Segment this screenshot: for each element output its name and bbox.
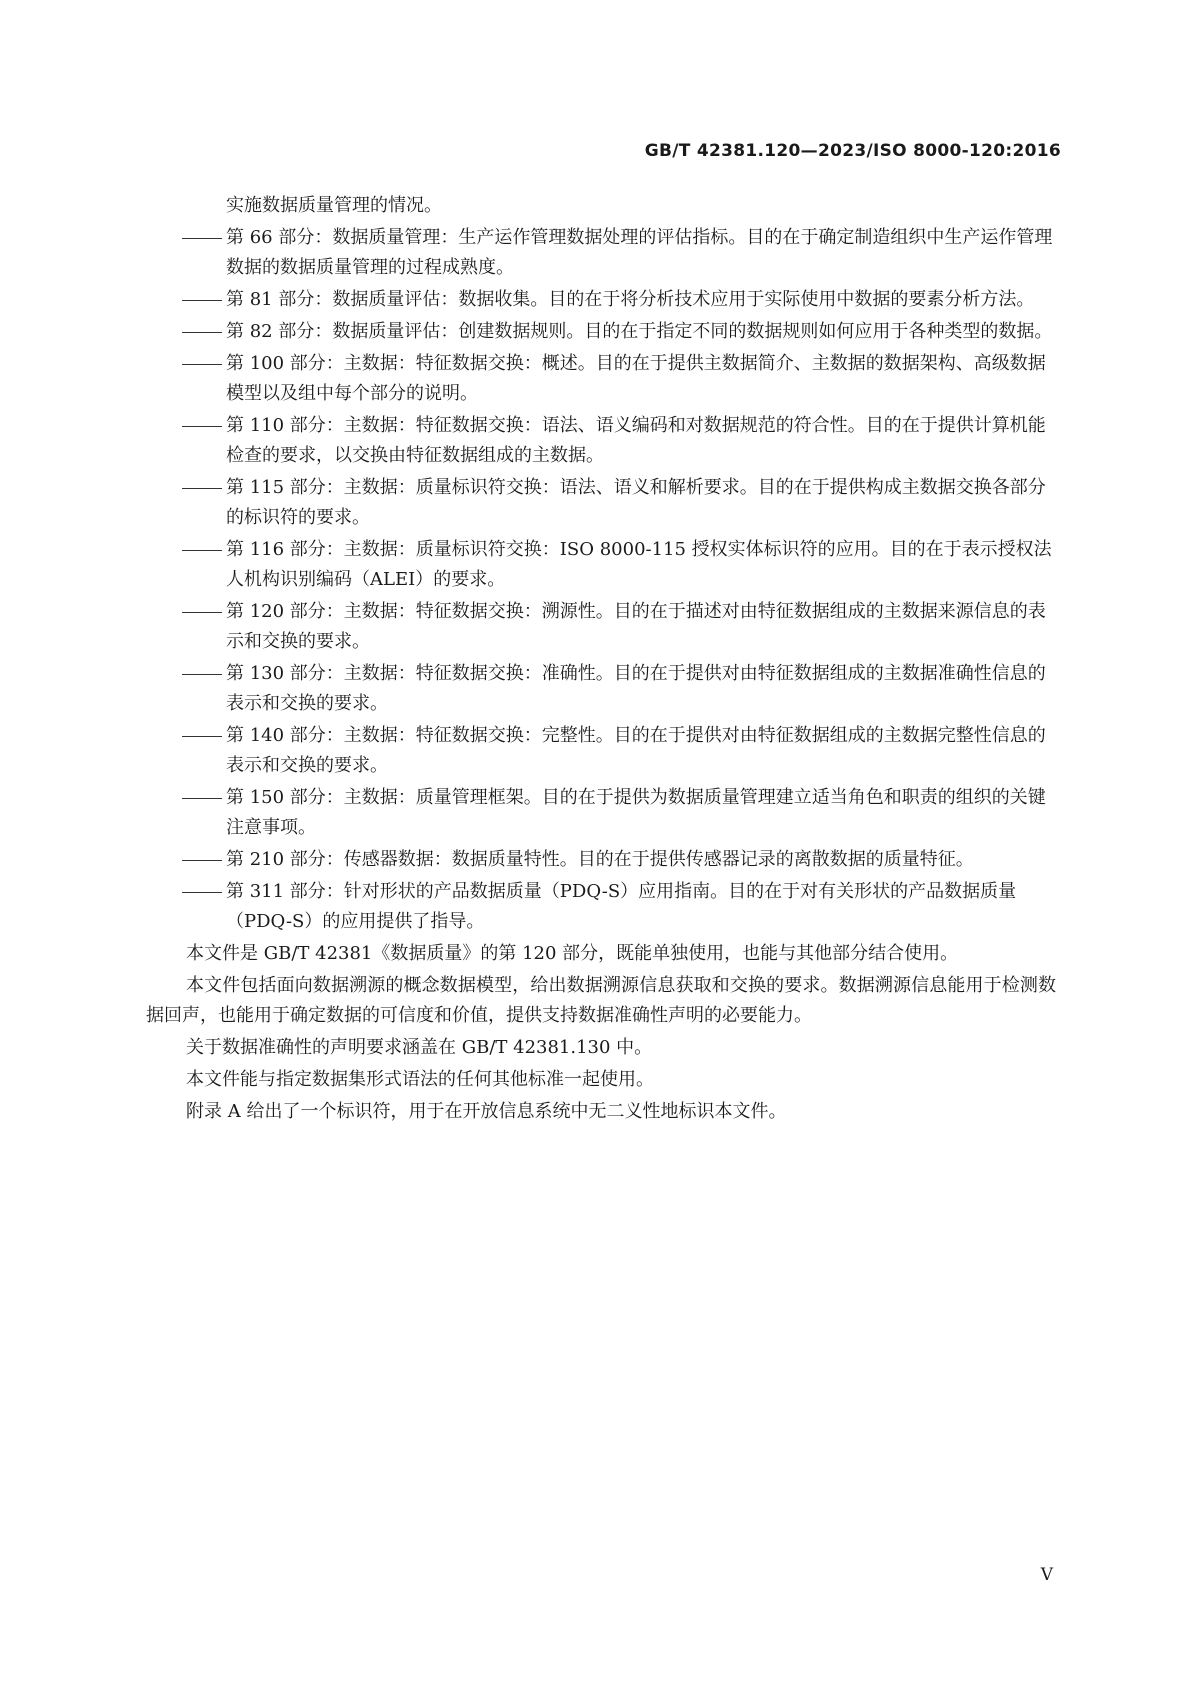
dash-marker (182, 798, 222, 799)
paragraph-annex-a: 附录 A 给出了一个标识符，用于在开放信息系统中无二义性地标识本文件。 (186, 1101, 787, 1122)
list-item-part-130 (146, 659, 1056, 719)
page-number: V (1040, 1565, 1053, 1585)
dash-marker (182, 612, 222, 613)
paragraph-scope: 本文件是 GB/T 42381《数据质量》的第 120 部分，既能单独使用，也能与其他部分结合使用。 (186, 943, 959, 964)
list-item-text: 第 81 部分：数据质量评估：数据收集。目的在于将分析技术应用于实际使用中数据的要素分析方法。 (226, 289, 1035, 310)
list-item-text: 第 130 部分：主数据：特征数据交换：准确性。目的在于提供对由特征数据组成的主数据准确性信息的表示和交换的要求。 (226, 663, 1046, 714)
dash-marker (182, 674, 222, 675)
dash-marker (182, 238, 222, 239)
list-item-text: 第 110 部分：主数据：特征数据交换：语法、语义编码和对数据规范的符合性。目的在于提供计算机能检查的要求，以交换由特征数据组成的主数据。 (226, 415, 1046, 466)
dash-marker (182, 300, 222, 301)
list-item-part-115 (146, 473, 1056, 533)
paragraph-content: 本文件包括面向数据溯源的概念数据模型，给出数据溯源信息获取和交换的要求。数据溯源信息能用于检测数据回声，也能用于确定数据的可信度和价值，提供支持数据准确性声明的必要能力。 (146, 975, 1056, 1026)
dash-marker (182, 736, 222, 737)
list-item-part-150 (146, 783, 1056, 843)
paragraph-accuracy-ref: 关于数据准确性的声明要求涵盖在 GB/T 42381.130 中。 (186, 1037, 653, 1058)
list-item-text: 第 100 部分：主数据：特征数据交换：概述。目的在于提供主数据简介、主数据的数据架构、高级数据模型以及组中每个部分的说明。 (226, 353, 1046, 404)
list-item-text: 第 140 部分：主数据：特征数据交换：完整性。目的在于提供对由特征数据组成的主数据完整性信息的表示和交换的要求。 (226, 725, 1046, 776)
dash-marker (182, 892, 222, 893)
list-item-part-120 (146, 597, 1056, 657)
list-item-text: 第 82 部分：数据质量评估：创建数据规则。目的在于指定不同的数据规则如何应用于各种类型的数据。 (226, 321, 1053, 342)
document-header: GB/T 42381.120—2023/ISO 8000-120:2016 (644, 141, 1061, 161)
dash-marker (182, 488, 222, 489)
list-item-text: 第 311 部分：针对形状的产品数据质量（PDQ-S）应用指南。目的在于对有关形状的产品数据质量（PDQ-S）的应用提供了指导。 (226, 881, 1017, 932)
dash-marker (182, 860, 222, 861)
list-item-part-116 (146, 535, 1056, 595)
dash-marker (182, 550, 222, 551)
list-item-text: 第 116 部分：主数据：质量标识符交换：ISO 8000-115 授权实体标识符的应用。目的在于表示授权法人机构识别编码（ALEI）的要求。 (226, 539, 1052, 590)
list-item-part-82 (146, 317, 1056, 347)
list-item-text: 第 66 部分：数据质量管理：生产运作管理数据处理的评估指标。目的在于确定制造组织中生产运作管理数据的数据质量管理的过程成熟度。 (226, 227, 1053, 278)
list-item-part-311 (146, 877, 1056, 937)
list-item-text: 第 120 部分：主数据：特征数据交换：溯源性。目的在于描述对由特征数据组成的主数据来源信息的表示和交换的要求。 (226, 601, 1046, 652)
list-item-part-140 (146, 721, 1056, 781)
list-item-part-210 (146, 845, 1056, 875)
lead-continuation: 实施数据质量管理的情况。 (226, 195, 442, 216)
dash-marker (182, 364, 222, 365)
document-body (146, 191, 1056, 1129)
list-item-part-100 (146, 349, 1056, 409)
list-item-text: 第 150 部分：主数据：质量管理框架。目的在于提供为数据质量管理建立适当角色和职责的组织的关键注意事项。 (226, 787, 1046, 838)
list-item-text: 第 115 部分：主数据：质量标识符交换：语法、语义和解析要求。目的在于提供构成主数据交换各部分的标识符的要求。 (226, 477, 1046, 528)
list-item-text: 第 210 部分：传感器数据：数据质量特性。目的在于提供传感器记录的离散数据的质量特征。 (226, 849, 974, 870)
list-item-part-81 (146, 285, 1056, 315)
list-item-part-66 (146, 223, 1056, 283)
dash-marker (182, 332, 222, 333)
list-item-part-110 (146, 411, 1056, 471)
paragraph-usage: 本文件能与指定数据集形式语法的任何其他标准一起使用。 (186, 1069, 654, 1090)
dash-marker (182, 426, 222, 427)
